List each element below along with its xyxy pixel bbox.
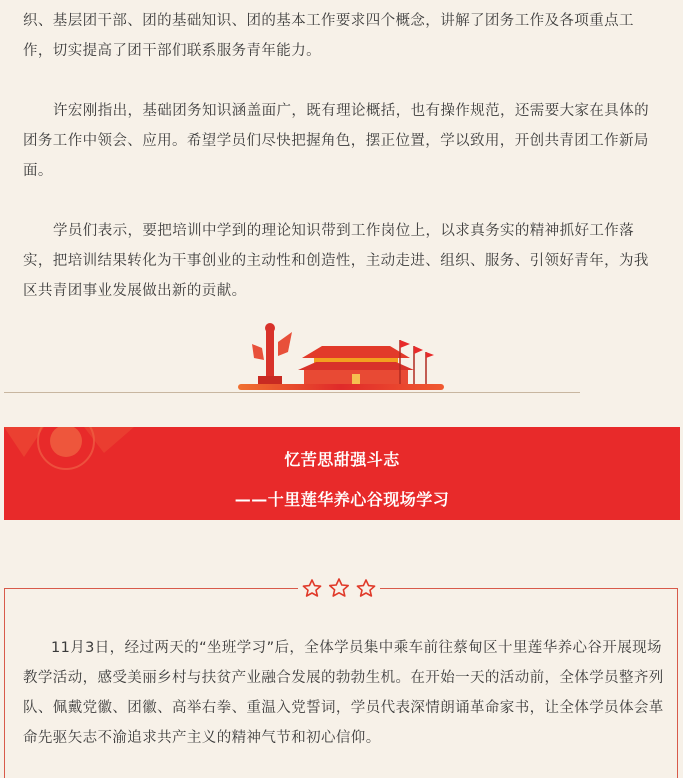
section-title: 忆苦思甜强斗志 xyxy=(284,450,400,469)
section-paragraph-1: 11月3日，经过两天的“坐班学习”后，全体学员集中乘车前往蔡甸区十里莲华养心谷开展现场教学活动，感受美丽乡村与扶贫产业融合发展的勃勃生机。在开始一天的活动前，全体学员整齐列队、佩戴党徽、团徽、高举右拳、重温入党誓词，学员代表深情朗诵革命家书，让全体学员体会革命先驱矢志不渝追求共产主义的精神气节和初心信仰。 xyxy=(23,640,664,746)
divider-line xyxy=(4,392,580,393)
article-paragraph-1: 织、基层团干部、团的基础知识、团的基本工作要求四个概念，讲解了团务工作及各项重点工作，切实提高了团干部们联系服务青年能力。 xyxy=(23,13,634,59)
tiananmen-monument-icon xyxy=(0,318,683,398)
section-subtitle: ——十里莲华养心谷现场学习 xyxy=(234,490,450,509)
section-banner xyxy=(4,427,680,520)
three-stars-icon xyxy=(298,578,380,598)
article-paragraph-2: 许宏刚指出，基础团务知识涵盖面广，既有理论概括，也有操作规范，还需要大家在具体的团务工作中领会、应用。希望学员们尽快把握角色，摆正位置，学以致用，开创共青团工作新局面。 xyxy=(23,103,649,179)
article-paragraph-3: 学员们表示，要把培训中学到的理论知识带到工作岗位上，以求真务实的精神抓好工作落实，把培训结果转化为干事创业的主动性和创造性，主动走进、组织、服务、引领好青年，为我区共青团事业发展做出新的贡献。 xyxy=(23,223,649,299)
section-divider xyxy=(0,318,683,398)
